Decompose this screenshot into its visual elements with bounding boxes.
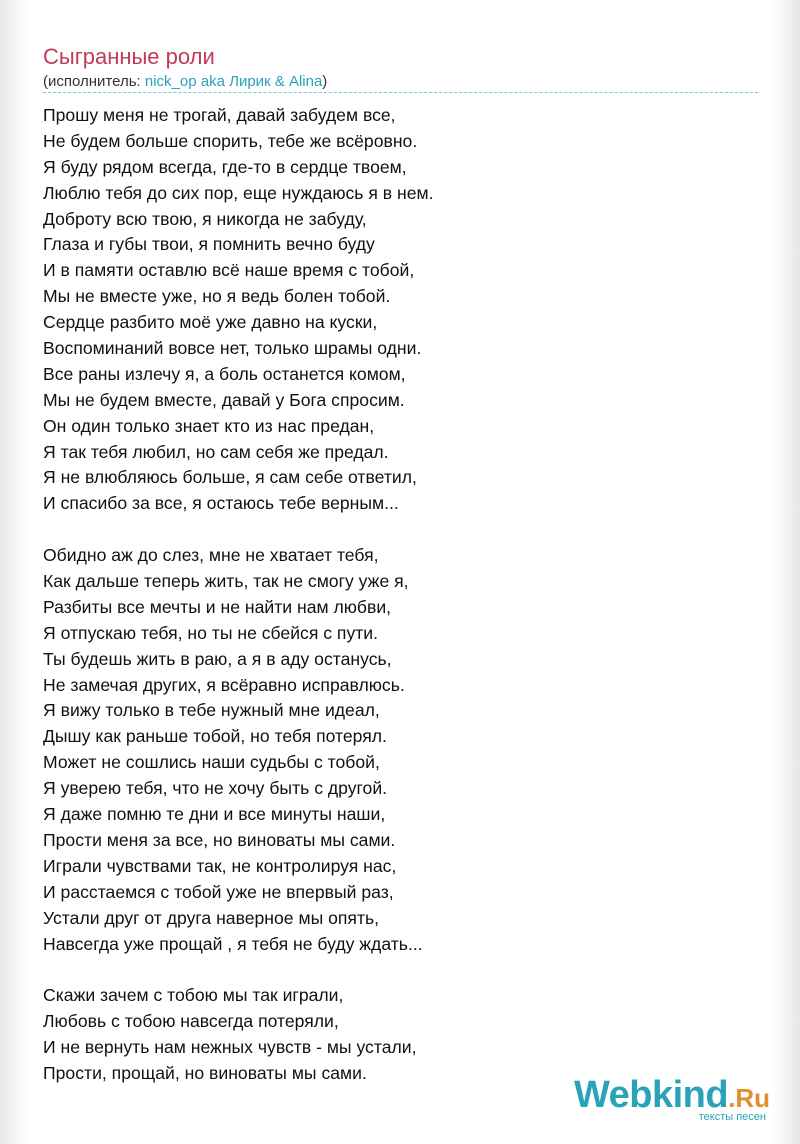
lyrics-line: Ты будешь жить в раю, а я в аду останусь, xyxy=(43,648,392,669)
artist-suffix: ) xyxy=(322,73,328,90)
page-shadow-right xyxy=(772,0,800,1144)
lyrics-line: Глаза и губы твои, я помнить вечно буду xyxy=(43,234,375,255)
lyrics-line: Все раны излечу я, а боль останется комом, xyxy=(43,363,406,384)
lyrics-line: Прости меня за все, но виноваты мы сами. xyxy=(43,829,396,850)
artist-link[interactable]: nick_op aka Лирик & Alina xyxy=(144,73,323,90)
lyrics-line: И расстаемся с тобой уже не впервый раз, xyxy=(43,881,394,902)
page-shadow-left xyxy=(0,0,28,1144)
lyrics-line: Может не сошлись наши судьбы с тобой, xyxy=(43,752,380,773)
lyrics-line: Прости, прощай, но виноваты мы сами. xyxy=(43,1062,367,1083)
lyrics-line: Воспоминаний вовсе нет, только шрамы одни. xyxy=(43,338,422,359)
artist-line xyxy=(43,73,327,90)
lyrics-line: Разбиты все мечты и не найти нам любви, xyxy=(43,596,392,617)
lyrics-line: Я уверею тебя, что не хочу быть с другой. xyxy=(43,778,388,799)
lyrics-line: Прошу меня не трогай, давай забудем все, xyxy=(43,105,396,125)
logo-brand: Webkind xyxy=(573,1074,729,1116)
logo-tld: .Ru xyxy=(728,1083,770,1113)
lyrics-line: И в памяти оставлю всё наше время с тобой, xyxy=(43,260,415,281)
lyrics-stanza xyxy=(43,543,434,957)
lyrics-line: Люблю тебя до сих пор, еще нуждаюсь я в нем. xyxy=(43,182,434,203)
webkind-logo[interactable] xyxy=(574,1076,770,1123)
lyrics-line: Доброту всю твою, я никогда не забуду, xyxy=(43,208,367,229)
lyrics-line: Не будем больше спорить, тебе же всёровно. xyxy=(43,130,418,151)
lyrics-line: Он один только знает кто из нас предан, xyxy=(43,415,375,436)
lyrics-line: Не замечая других, я всёравно исправлюсь. xyxy=(43,674,405,695)
lyrics-line: Я буду рядом всегда, где-то в сердце твоем, xyxy=(43,156,407,177)
song-title: Сыгранные роли xyxy=(43,44,215,69)
lyrics-line: Мы не будем вместе, давай у Бога спросим. xyxy=(43,389,405,410)
lyrics-line: Навсегда уже прощай , я тебя не буду ждать... xyxy=(43,933,423,954)
lyrics-line: Мы не вместе уже, но я ведь болен тобой. xyxy=(43,286,391,307)
lyrics-line: Я так тебя любил, но сам себя же предал. xyxy=(43,441,389,462)
lyrics-line: Я отпускаю тебя, но ты не сбейся с пути. xyxy=(43,622,379,643)
logo-tagline: тексты песен xyxy=(698,1111,766,1123)
lyrics-line: Играли чувствами так, не контролируя нас, xyxy=(43,855,397,876)
lyrics-stanza xyxy=(43,103,434,517)
artist-prefix: (исполнитель: xyxy=(43,73,145,90)
lyrics-line: Скажи зачем с тобою мы так играли, xyxy=(43,985,344,1006)
lyrics-line: И спасибо за все, я остаюсь тебе верным... xyxy=(43,493,399,514)
lyrics-line: Сердце разбито моё уже давно на куски, xyxy=(43,312,378,333)
lyrics-line: Дышу как раньше тобой, но тебя потерял. xyxy=(43,726,387,747)
lyrics-stanza xyxy=(43,983,434,1087)
lyrics-line: Я даже помню те дни и все минуты наши, xyxy=(43,804,386,825)
lyrics-line: Устали друг от друга наверное мы опять, xyxy=(43,907,380,928)
lyrics-line: Обидно аж до слез, мне не хватает тебя, xyxy=(43,545,379,566)
lyrics-body xyxy=(43,103,434,1087)
lyrics-line: Я вижу только в тебе нужный мне идеал, xyxy=(43,700,380,721)
lyrics-line: И не вернуть нам нежных чувств - мы устали, xyxy=(43,1037,417,1058)
header-divider xyxy=(43,92,758,93)
lyrics-line: Я не влюбляюсь больше, я сам себе ответил, xyxy=(43,467,417,488)
lyrics-line: Как дальше теперь жить, так не смогу уже я, xyxy=(43,571,409,592)
lyrics-line: Любовь с тобою навсегда потеряли, xyxy=(43,1011,339,1032)
